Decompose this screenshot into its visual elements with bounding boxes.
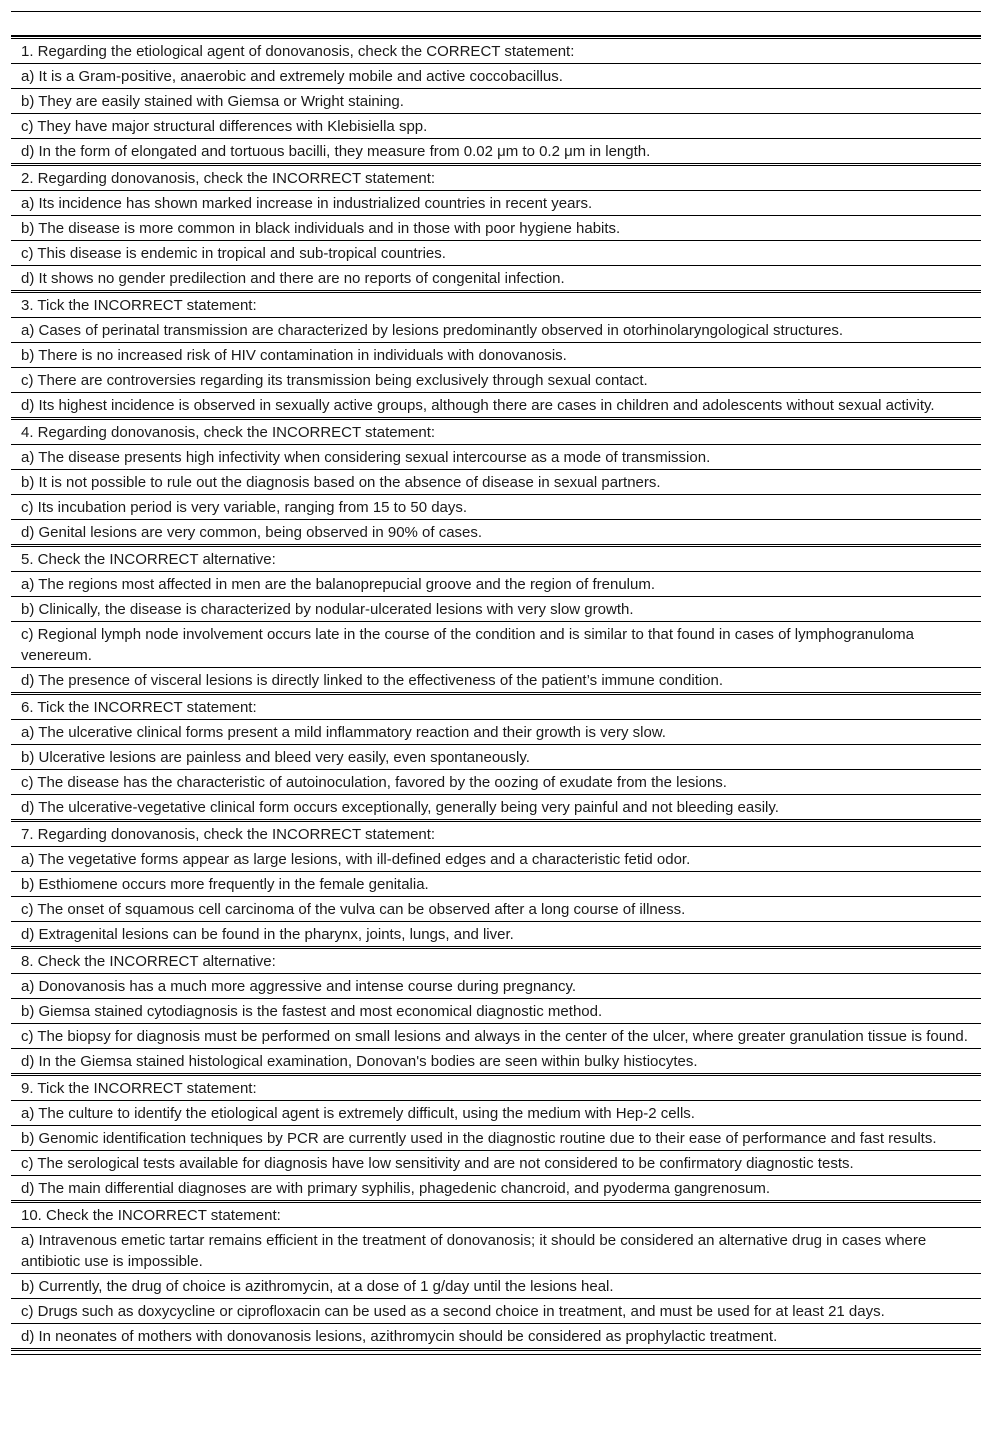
question-block-8 <box>11 946 981 1073</box>
answer-option: a) The vegetative forms appear as large lesions, with ill-defined edges and a characteristic fetid odor. <box>11 847 981 872</box>
answer-option: b) Giemsa stained cytodiagnosis is the fastest and most economical diagnostic method. <box>11 999 981 1024</box>
answer-option: d) The main differential diagnoses are with primary syphilis, phagedenic chancroid, and pyoderma gangrenosum. <box>21 1180 771 1197</box>
answer-option: d) In neonates of mothers with donovanosis lesions, azithromycin should be considered as prophylactic treatment. <box>21 1328 778 1345</box>
answer-option: d) Extragenital lesions can be found in the pharynx, joints, lungs, and liver. <box>21 926 514 943</box>
answer-option: c) Its incubation period is very variable, ranging from 15 to 50 days. <box>11 495 981 520</box>
answer-option: c) There are controversies regarding its transmission being exclusively through sexual contact. <box>11 368 981 393</box>
answer-option: b) Genomic identification techniques by PCR are currently used in the diagnostic routine due to their ease of performance and fast results. <box>11 1126 981 1151</box>
question-block-10 <box>11 1200 981 1348</box>
answer-option: a) Its incidence has shown marked increase in industrialized countries in recent years. <box>11 191 981 216</box>
answer-option: d) In the Giemsa stained histological examination, Donovan's bodies are seen within bulky histiocytes. <box>21 1053 698 1070</box>
question-block-9 <box>11 1073 981 1200</box>
answer-option: c) This disease is endemic in tropical and sub-tropical countries. <box>11 241 981 266</box>
answer-option: d) Its highest incidence is observed in sexually active groups, although there are cases in children and adolescents without sexual activity. <box>21 397 935 414</box>
quiz-table <box>11 11 981 1355</box>
question-stem: 4. Regarding donovanosis, check the INCORRECT statement: <box>11 420 981 445</box>
answer-option: b) Esthiomene occurs more frequently in the female genitalia. <box>11 872 981 897</box>
question-block-4 <box>11 417 981 544</box>
answer-option: a) The disease presents high infectivity when considering sexual intercourse as a mode of transmission. <box>11 445 981 470</box>
answer-option: a) Intravenous emetic tartar remains efficient in the treatment of donovanosis; it should be considered an alternative drug in cases where antibiotic use is impossible. <box>11 1228 981 1274</box>
answer-option: c) Drugs such as doxycycline or ciprofloxacin can be used as a second choice in treatment, and must be used for at least 21 days. <box>11 1299 981 1324</box>
question-stem: 3. Tick the INCORRECT statement: <box>11 293 981 318</box>
answer-option: b) Ulcerative lesions are painless and bleed very easily, even spontaneously. <box>11 745 981 770</box>
question-stem: 6. Tick the INCORRECT statement: <box>11 695 981 720</box>
question-stem: 10. Check the INCORRECT statement: <box>11 1203 981 1228</box>
answer-option: a) Cases of perinatal transmission are characterized by lesions predominantly observed in otorhinolaryngological structures. <box>11 318 981 343</box>
answer-option: c) The onset of squamous cell carcinoma of the vulva can be observed after a long course of illness. <box>11 897 981 922</box>
questions-container <box>11 36 981 1348</box>
question-stem: 5. Check the INCORRECT alternative: <box>11 547 981 572</box>
question-stem: 2. Regarding donovanosis, check the INCORRECT statement: <box>11 166 981 191</box>
question-block-6 <box>11 692 981 819</box>
table-header-row <box>11 12 981 36</box>
answer-option: a) The ulcerative clinical forms present a mild inflammatory reaction and their growth is very slow. <box>11 720 981 745</box>
answer-option: c) The disease has the characteristic of autoinoculation, favored by the oozing of exudate from the lesions. <box>11 770 981 795</box>
question-block-3 <box>11 290 981 417</box>
answer-option: b) Currently, the drug of choice is azithromycin, at a dose of 1 g/day until the lesions heal. <box>11 1274 981 1299</box>
answer-option: c) The biopsy for diagnosis must be performed on small lesions and always in the center of the ulcer, where greater granulation tissue is found. <box>11 1024 981 1049</box>
answer-option: d) The ulcerative-vegetative clinical form occurs exceptionally, generally being very painful and not bleeding easily. <box>21 799 779 816</box>
question-block-2 <box>11 163 981 290</box>
answer-option: b) The disease is more common in black individuals and in those with poor hygiene habits. <box>11 216 981 241</box>
question-stem: 9. Tick the INCORRECT statement: <box>11 1076 981 1101</box>
question-stem: 7. Regarding donovanosis, check the INCORRECT statement: <box>11 822 981 847</box>
answer-option: d) In the form of elongated and tortuous bacilli, they measure from 0.02 μm to 0.2 μm in length. <box>21 143 651 160</box>
answer-option: d) It shows no gender predilection and there are no reports of congenital infection. <box>21 270 565 287</box>
answer-option: a) It is a Gram-positive, anaerobic and extremely mobile and active coccobacillus. <box>11 64 981 89</box>
answer-option: d) The presence of visceral lesions is directly linked to the effectiveness of the patient’s immune condition. <box>21 672 724 689</box>
answer-option: c) Regional lymph node involvement occurs late in the course of the condition and is similar to that found in cases of lymphogranuloma venereum. <box>11 622 981 668</box>
answer-option: a) The culture to identify the etiological agent is extremely difficult, using the medium with Hep-2 cells. <box>11 1101 981 1126</box>
answer-option: b) There is no increased risk of HIV contamination in individuals with donovanosis. <box>11 343 981 368</box>
question-block-1 <box>11 36 981 163</box>
answer-option: a) The regions most affected in men are the balanoprepucial groove and the region of frenulum. <box>11 572 981 597</box>
answer-option: b) It is not possible to rule out the diagnosis based on the absence of disease in sexual partners. <box>11 470 981 495</box>
table-bottom-rule <box>11 1348 981 1355</box>
answer-option: d) Genital lesions are very common, being observed in 90% of cases. <box>21 524 483 541</box>
answer-option: b) They are easily stained with Giemsa or Wright staining. <box>11 89 981 114</box>
question-block-5 <box>11 544 981 692</box>
answer-option: a) Donovanosis has a much more aggressive and intense course during pregnancy. <box>11 974 981 999</box>
answer-option: c) The serological tests available for diagnosis have low sensitivity and are not considered to be confirmatory diagnostic tests. <box>11 1151 981 1176</box>
answer-option: c) They have major structural differences with Klebisiella spp. <box>11 114 981 139</box>
question-block-7 <box>11 819 981 946</box>
question-stem: 1. Regarding the etiological agent of donovanosis, check the CORRECT statement: <box>11 39 981 64</box>
question-stem: 8. Check the INCORRECT alternative: <box>11 949 981 974</box>
answer-option: b) Clinically, the disease is characterized by nodular-ulcerated lesions with very slow growth. <box>11 597 981 622</box>
